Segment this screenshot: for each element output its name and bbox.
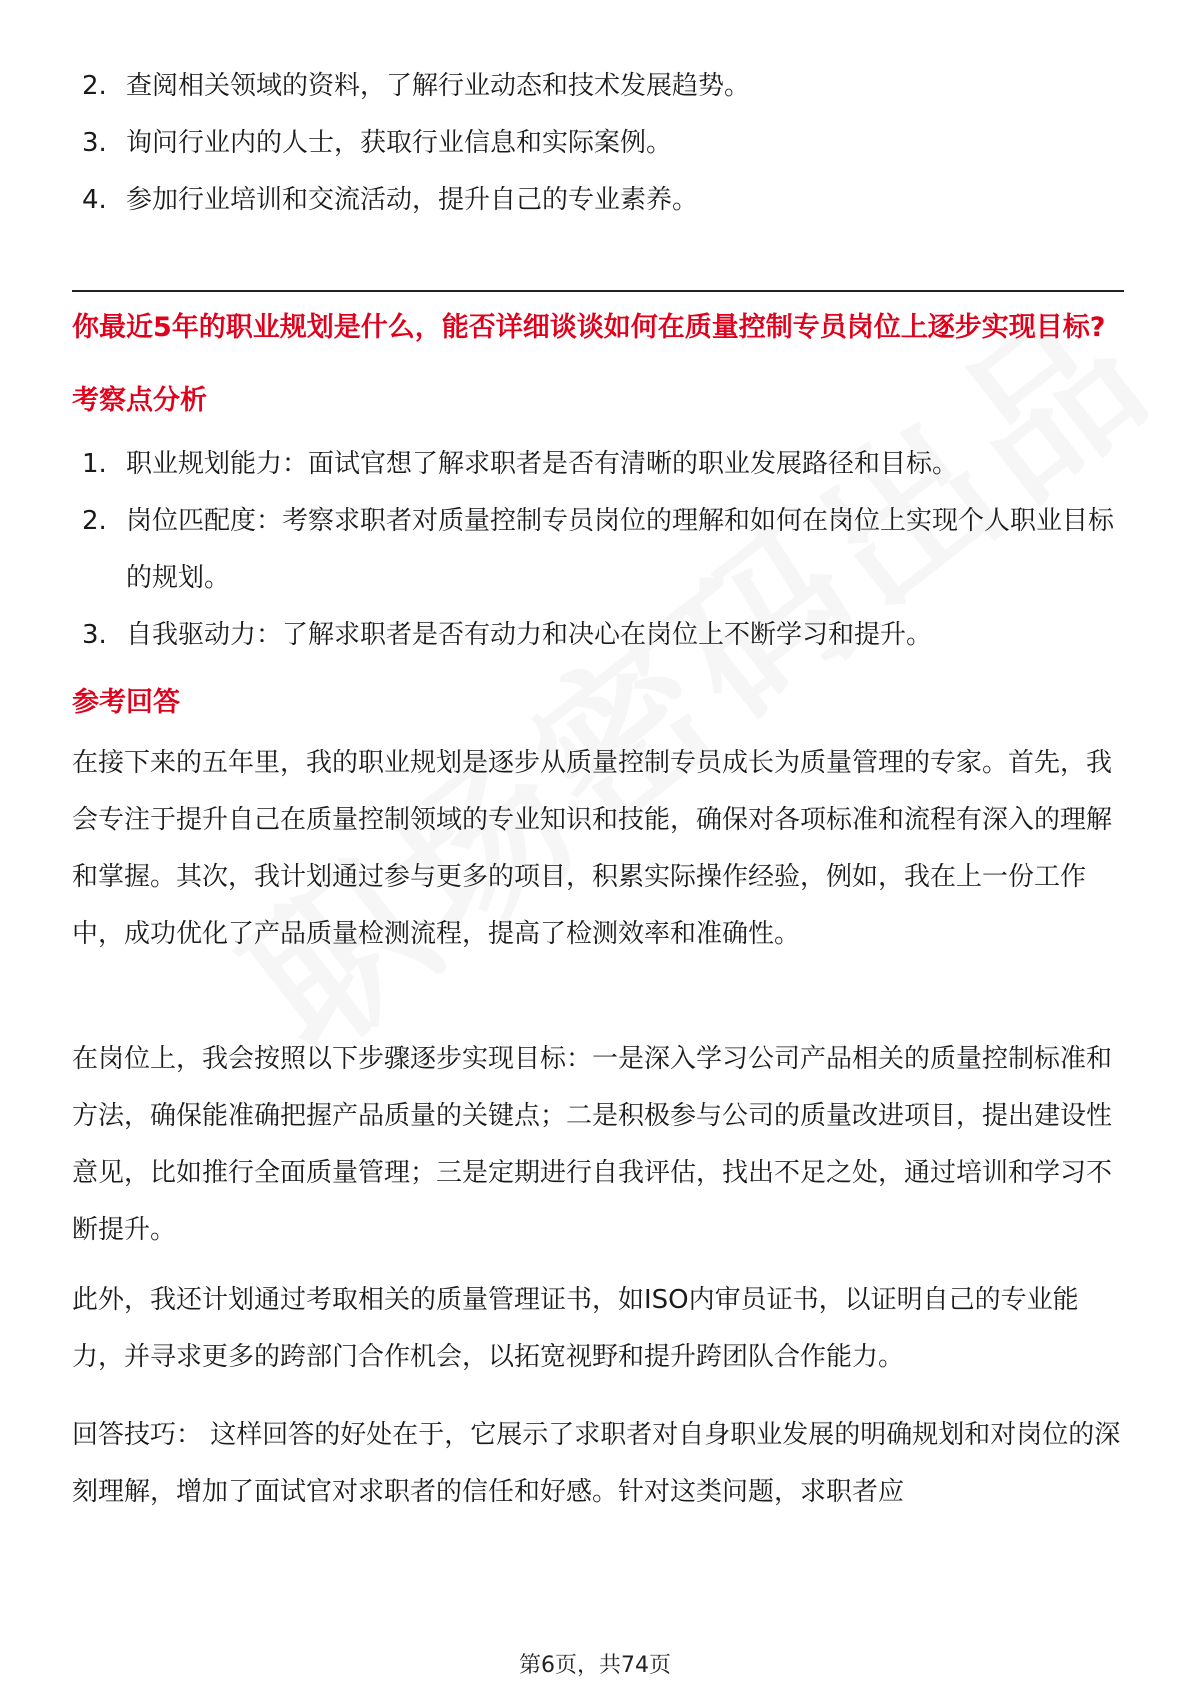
list-item-number: 3. <box>82 128 107 158</box>
answer-paragraph: 在岗位上，我会按照以下步骤逐步实现目标：一是深入学习公司产品相关的质量控制标准和方法，确保能准确把握产品质量的关键点；二是积极参与公司的质量改进项目，提出建设性意见，比如推行全面质量管理；三是定期进行自我评估，找出不足之处，通过培训和学习不断提升。 <box>72 1044 1113 1245</box>
list-item <box>82 58 1122 115</box>
list-item-number: 4. <box>82 185 107 215</box>
list-item-text: 职业规划能力：面试官想了解求职者是否有清晰的职业发展路径和目标。 <box>126 449 959 479</box>
answer-paragraph: 此外，我还计划通过考取相关的质量管理证书，如ISO内审员证书，以证明自己的专业能力，并寻求更多的跨部门合作机会，以拓宽视野和提升跨团队合作能力。 <box>72 1285 1079 1372</box>
list-item-number: 2. <box>82 71 107 101</box>
list-item <box>82 607 1122 664</box>
page-number: 第6页，共74页 <box>519 1653 671 1678</box>
answer-tip-paragraph: 回答技巧： 这样回答的好处在于，它展示了求职者对自身职业发展的明确规划和对岗位的深刻理解，增加了面试官对求职者的信任和好感。针对这类问题，求职者应 <box>72 1420 1121 1507</box>
answer-paragraph: 在接下来的五年里，我的职业规划是逐步从质量控制专员成长为质量管理的专家。首先，我会专注于提升自己在质量控制领域的专业知识和技能，确保对各项标准和流程有深入的理解和掌握。其次，我计划通过参与更多的项目，积累实际操作经验，例如，我在上一份工作中，成功优化了产品质量检测流程，提高了检测效率和准确性。 <box>72 748 1113 949</box>
top-list <box>82 58 1122 229</box>
list-item-text: 自我驱动力：了解求职者是否有动力和决心在岗位上不断学习和提升。 <box>126 620 933 650</box>
list-item <box>82 115 1122 172</box>
list-item-text: 查阅相关领域的资料，了解行业动态和技术发展趋势。 <box>126 71 751 101</box>
list-item <box>82 493 1122 607</box>
list-item-number: 3. <box>82 620 107 650</box>
analysis-list <box>82 436 1122 664</box>
question-heading: 你最近5年的职业规划是什么，能否详细谈谈如何在质量控制专员岗位上逐步实现目标? <box>72 312 1106 343</box>
list-item-number: 1. <box>82 449 107 479</box>
list-item <box>82 172 1122 229</box>
analysis-title: 考察点分析 <box>72 385 207 416</box>
list-item-text: 询问行业内的人士，获取行业信息和实际案例。 <box>126 128 673 158</box>
list-item-text: 岗位匹配度：考察求职者对质量控制专员岗位的理解和如何在岗位上实现个人职业目标的规划。 <box>126 506 1115 593</box>
list-item <box>82 436 1122 493</box>
list-item-number: 2. <box>82 506 107 536</box>
answer-title: 参考回答 <box>72 687 180 718</box>
section-divider <box>72 290 1124 292</box>
list-item-text: 参加行业培训和交流活动，提升自己的专业素养。 <box>126 185 699 215</box>
